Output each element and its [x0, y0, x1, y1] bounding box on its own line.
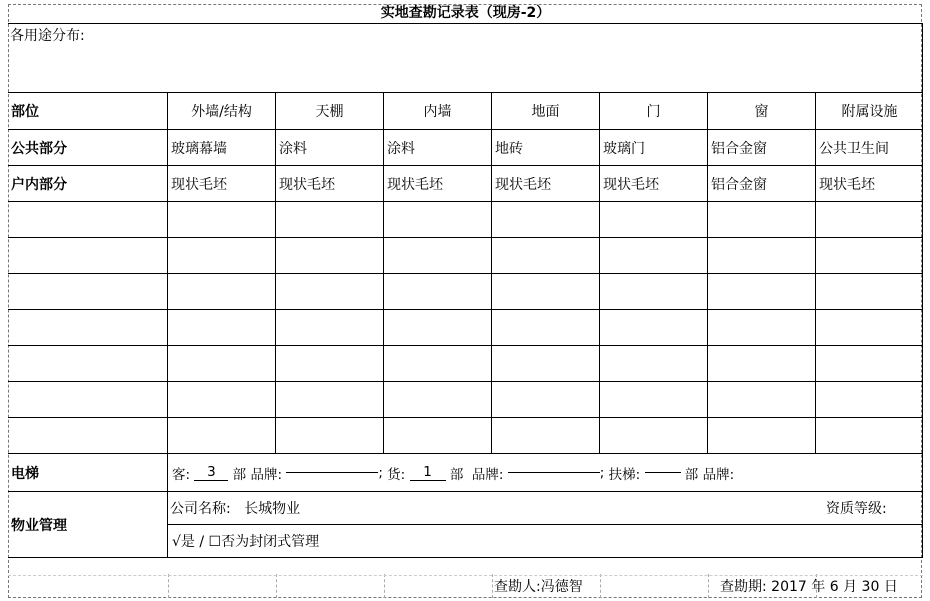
empty-table-cell — [276, 238, 384, 273]
table-cell: 现状毛坯 — [492, 166, 600, 201]
empty-table-cell — [276, 382, 384, 417]
month-label: 月 — [843, 579, 858, 595]
empty-table-cell — [8, 346, 168, 381]
date-year: 2017 — [771, 579, 807, 595]
table-row — [8, 130, 923, 166]
property-closed-row — [168, 525, 923, 558]
empty-table-cell — [276, 274, 384, 309]
empty-table-cell — [276, 346, 384, 381]
empty-table-row — [8, 418, 923, 454]
footer-divider — [600, 574, 601, 598]
cargo-unit: 部 — [449, 466, 464, 483]
empty-table-cell — [384, 310, 492, 345]
elevator-info — [168, 454, 923, 491]
footer-divider — [168, 574, 169, 598]
header-cell-ceiling: 天棚 — [276, 93, 384, 129]
cargo-count: 1 — [410, 464, 446, 481]
empty-table-row — [8, 274, 923, 310]
header-cell-window: 窗 — [708, 93, 816, 129]
table-cell: 现状毛坯 — [819, 176, 875, 193]
closed-management-text: √是 / ☐否为封闭式管理 — [172, 534, 320, 550]
empty-table-cell — [492, 382, 600, 417]
empty-table-cell — [384, 238, 492, 273]
header-cell-exterior: 外墙/结构 — [168, 93, 276, 129]
table-cell: 现状毛坯 — [384, 166, 492, 201]
row-label: 公共部分 — [8, 130, 168, 165]
date-day: 30 — [861, 579, 880, 595]
table-cell: 地砖 — [492, 130, 600, 165]
table-cell: 铝合金窗 — [708, 166, 816, 201]
empty-table-row — [8, 202, 923, 238]
passenger-count: 3 — [194, 464, 228, 481]
separator-1: ; — [378, 464, 383, 481]
empty-table-cell — [600, 238, 708, 273]
table-cell: 公共卫生间 — [819, 140, 889, 157]
company-info — [168, 492, 808, 524]
empty-table-cell — [168, 202, 276, 237]
passenger-unit: 部 — [232, 466, 247, 483]
empty-table-cell — [168, 346, 276, 381]
company-name: 长城物业 — [244, 501, 301, 517]
table-cell: 涂料 — [276, 130, 384, 165]
empty-table-cell — [816, 310, 923, 345]
separator-2: ; — [599, 464, 605, 481]
empty-table-cell — [168, 274, 276, 309]
empty-table-cell — [708, 310, 816, 345]
escalator-count — [645, 472, 681, 473]
empty-table-cell — [384, 274, 492, 309]
row-label: 户内部分 — [8, 166, 168, 201]
empty-table-cell — [276, 418, 384, 453]
cargo-prefix: 货: — [387, 466, 406, 483]
empty-table-cell — [168, 238, 276, 273]
form-title: 实地查勘记录表（现房-2） — [8, 4, 923, 24]
empty-table-cell — [816, 346, 923, 381]
empty-table-cell — [276, 202, 384, 237]
table-cell: 现状毛坯 — [168, 166, 276, 201]
empty-table-cell — [708, 238, 816, 273]
empty-table-cell — [8, 238, 168, 273]
empty-table-cell — [276, 310, 384, 345]
escalator-prefix: 扶梯: — [608, 466, 641, 483]
inspector-label: 查勘人: — [494, 579, 541, 595]
empty-table-cell — [600, 310, 708, 345]
usage-label: 各用途分布: — [10, 28, 85, 44]
empty-table-cell — [384, 346, 492, 381]
footer-divider — [276, 574, 277, 598]
header-cell-interior-wall: 内墙 — [384, 93, 492, 129]
date-label: 查勘期: — [720, 579, 767, 595]
empty-table-cell — [492, 310, 600, 345]
empty-table-cell — [8, 274, 168, 309]
inspector-name: 冯德智 — [540, 579, 583, 595]
empty-table-cell — [816, 238, 923, 273]
escalator-unit: 部 — [684, 466, 699, 483]
empty-table-cell — [600, 418, 708, 453]
company-label: 公司名称: — [170, 501, 231, 517]
escalator-brand-label: 品牌: — [702, 466, 735, 483]
empty-table-cell — [168, 418, 276, 453]
inspector — [494, 576, 583, 596]
cargo-brand-label: 品牌: — [471, 466, 504, 483]
empty-table-cell — [816, 418, 923, 453]
header-cell-door: 门 — [600, 93, 708, 129]
empty-table-cell — [816, 202, 923, 237]
qualification-label: 资质等级: — [826, 501, 887, 517]
table-row — [8, 166, 923, 202]
empty-table-cell — [492, 418, 600, 453]
empty-table-cell — [492, 202, 600, 237]
empty-table-cell — [8, 310, 168, 345]
elevator-row — [8, 454, 923, 492]
header-cell-floor: 地面 — [492, 93, 600, 129]
passenger-brand-blank — [286, 472, 378, 473]
empty-table-row — [8, 310, 923, 346]
empty-table-cell — [600, 346, 708, 381]
header-cell-facilities: 附属设施 — [841, 104, 898, 120]
empty-table-cell — [384, 382, 492, 417]
empty-table-cell — [384, 418, 492, 453]
footer-divider — [384, 574, 385, 598]
date-month: 6 — [829, 579, 839, 595]
cargo-brand-blank — [508, 472, 600, 473]
empty-table-row — [8, 382, 923, 418]
passenger-prefix: 客: — [172, 466, 191, 483]
table-cell: 玻璃幕墙 — [168, 130, 276, 165]
day-label: 日 — [883, 579, 898, 595]
table-cell: 涂料 — [384, 130, 492, 165]
inspection-date — [720, 576, 898, 596]
empty-table-cell — [816, 382, 923, 417]
empty-table-cell — [708, 202, 816, 237]
table-header-row — [8, 93, 923, 130]
property-company-row — [168, 492, 923, 525]
empty-table-row — [8, 346, 923, 382]
empty-table-cell — [600, 202, 708, 237]
empty-table-cell — [708, 382, 816, 417]
year-label: 年 — [811, 579, 826, 595]
table-cell: 铝合金窗 — [708, 130, 816, 165]
footer-divider — [708, 574, 709, 598]
passenger-brand-label: 品牌: — [250, 466, 283, 483]
empty-table-cell — [492, 238, 600, 273]
footer-divider — [492, 574, 493, 598]
empty-table-cell — [384, 202, 492, 237]
table-cell: 玻璃门 — [600, 130, 708, 165]
property-label: 物业管理 — [8, 492, 168, 557]
elevator-label: 电梯 — [8, 454, 168, 491]
table-cell: 现状毛坯 — [276, 166, 384, 201]
empty-table-cell — [816, 274, 923, 309]
empty-table-cell — [708, 346, 816, 381]
empty-table-row — [8, 238, 923, 274]
usage-row — [8, 23, 923, 93]
empty-table-cell — [708, 418, 816, 453]
empty-table-cell — [168, 310, 276, 345]
empty-table-cell — [492, 346, 600, 381]
header-cell-part: 部位 — [8, 93, 168, 129]
table-cell: 现状毛坯 — [600, 166, 708, 201]
empty-table-cell — [8, 418, 168, 453]
empty-table-cell — [8, 202, 168, 237]
empty-table-cell — [8, 382, 168, 417]
empty-table-cell — [600, 274, 708, 309]
empty-table-cell — [168, 382, 276, 417]
empty-table-cell — [492, 274, 600, 309]
empty-table-cell — [600, 382, 708, 417]
empty-table-cell — [708, 274, 816, 309]
